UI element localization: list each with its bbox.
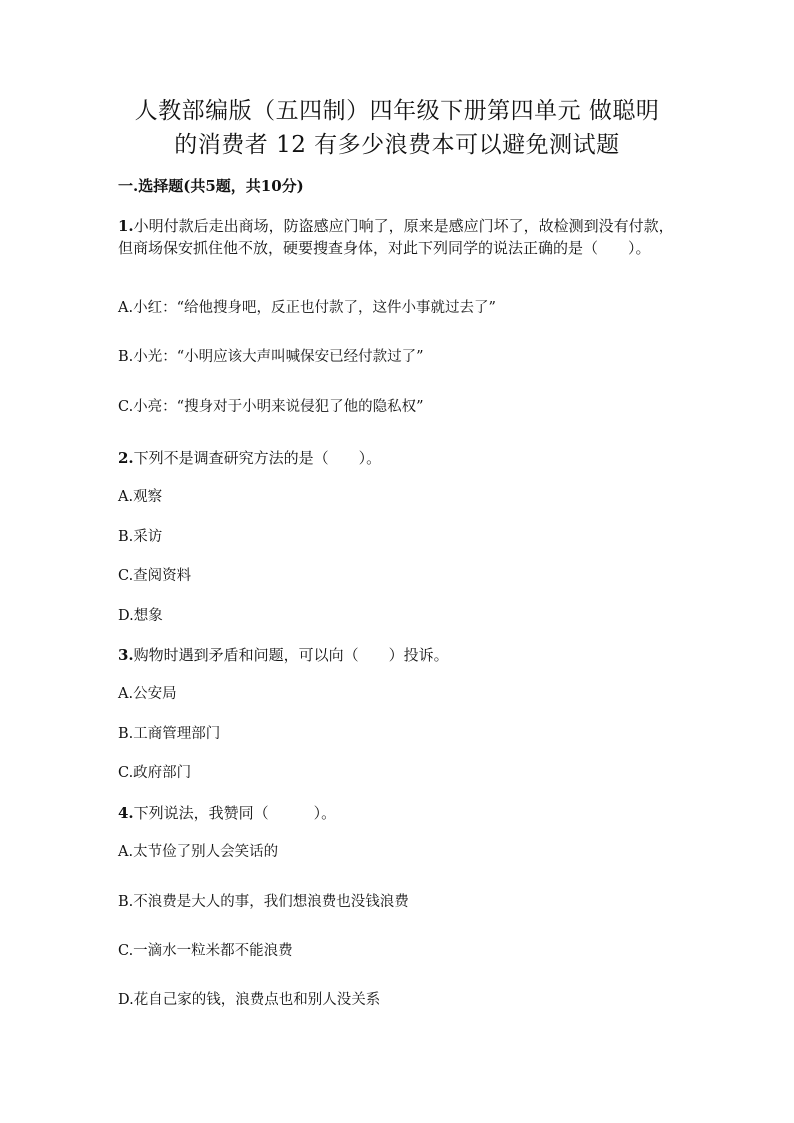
question-2-option-d: D.想象 [118,608,163,624]
title-line-1: 人教部编版（五四制）四年级下册第四单元 做聪明 [134,98,660,124]
question-1-option-b: B.小光：“小明应该大声叫喊保安已经付款过了” [118,349,424,365]
question-1-option-a: A.小红：“给他搜身吧，反正也付款了，这件小事就过去了” [118,300,496,316]
question-4-text: 下列说法，我赞同（ ）。 [133,804,337,822]
question-2-text: 下列不是调查研究方法的是（ ）。 [133,449,382,467]
question-1-stem [118,215,676,259]
question-4-number: 4. [118,804,134,822]
title-line-2: 的消费者 12 有多少浪费本可以避免测试题 [174,132,620,158]
page-title [100,94,694,162]
question-3-option-b: B.工商管理部门 [118,726,221,742]
question-2-option-a: A.观察 [118,489,163,505]
question-4-option-c: C.一滴水一粒米都不能浪费 [118,943,293,959]
section-heading: 一.选择题(共5题，共10分) [118,177,304,195]
question-2-option-c: C.查阅资料 [118,568,192,584]
question-4-option-d: D.花自己家的钱，浪费点也和别人没关系 [118,992,381,1008]
question-4-option-a: A.太节俭了别人会笑话的 [118,844,279,860]
question-3-text: 购物时遇到矛盾和问题，可以向（ ）投诉。 [133,646,449,664]
question-3-stem [118,644,676,666]
question-3-option-a: A.公安局 [118,686,177,702]
question-3-option-c: C.政府部门 [118,765,192,781]
question-2-number: 2. [118,449,134,467]
question-1-option-c: C.小亮：“搜身对于小明来说侵犯了他的隐私权” [118,399,424,415]
question-4-option-b: B.不浪费是大人的事，我们想浪费也没钱浪费 [118,894,409,910]
question-2-option-b: B.采访 [118,529,163,545]
question-3-number: 3. [118,646,134,664]
question-1-text: 小明付款后走出商场，防盗感应门响了，原来是感应门坏了，故检测到没有付款，但商场保安抓住他不放，硬要搜查身体，对此下列同学的说法正确的是（ ）。 [118,217,674,257]
question-4-stem [118,802,676,824]
question-2-stem [118,447,676,469]
question-1-number: 1. [118,217,134,235]
